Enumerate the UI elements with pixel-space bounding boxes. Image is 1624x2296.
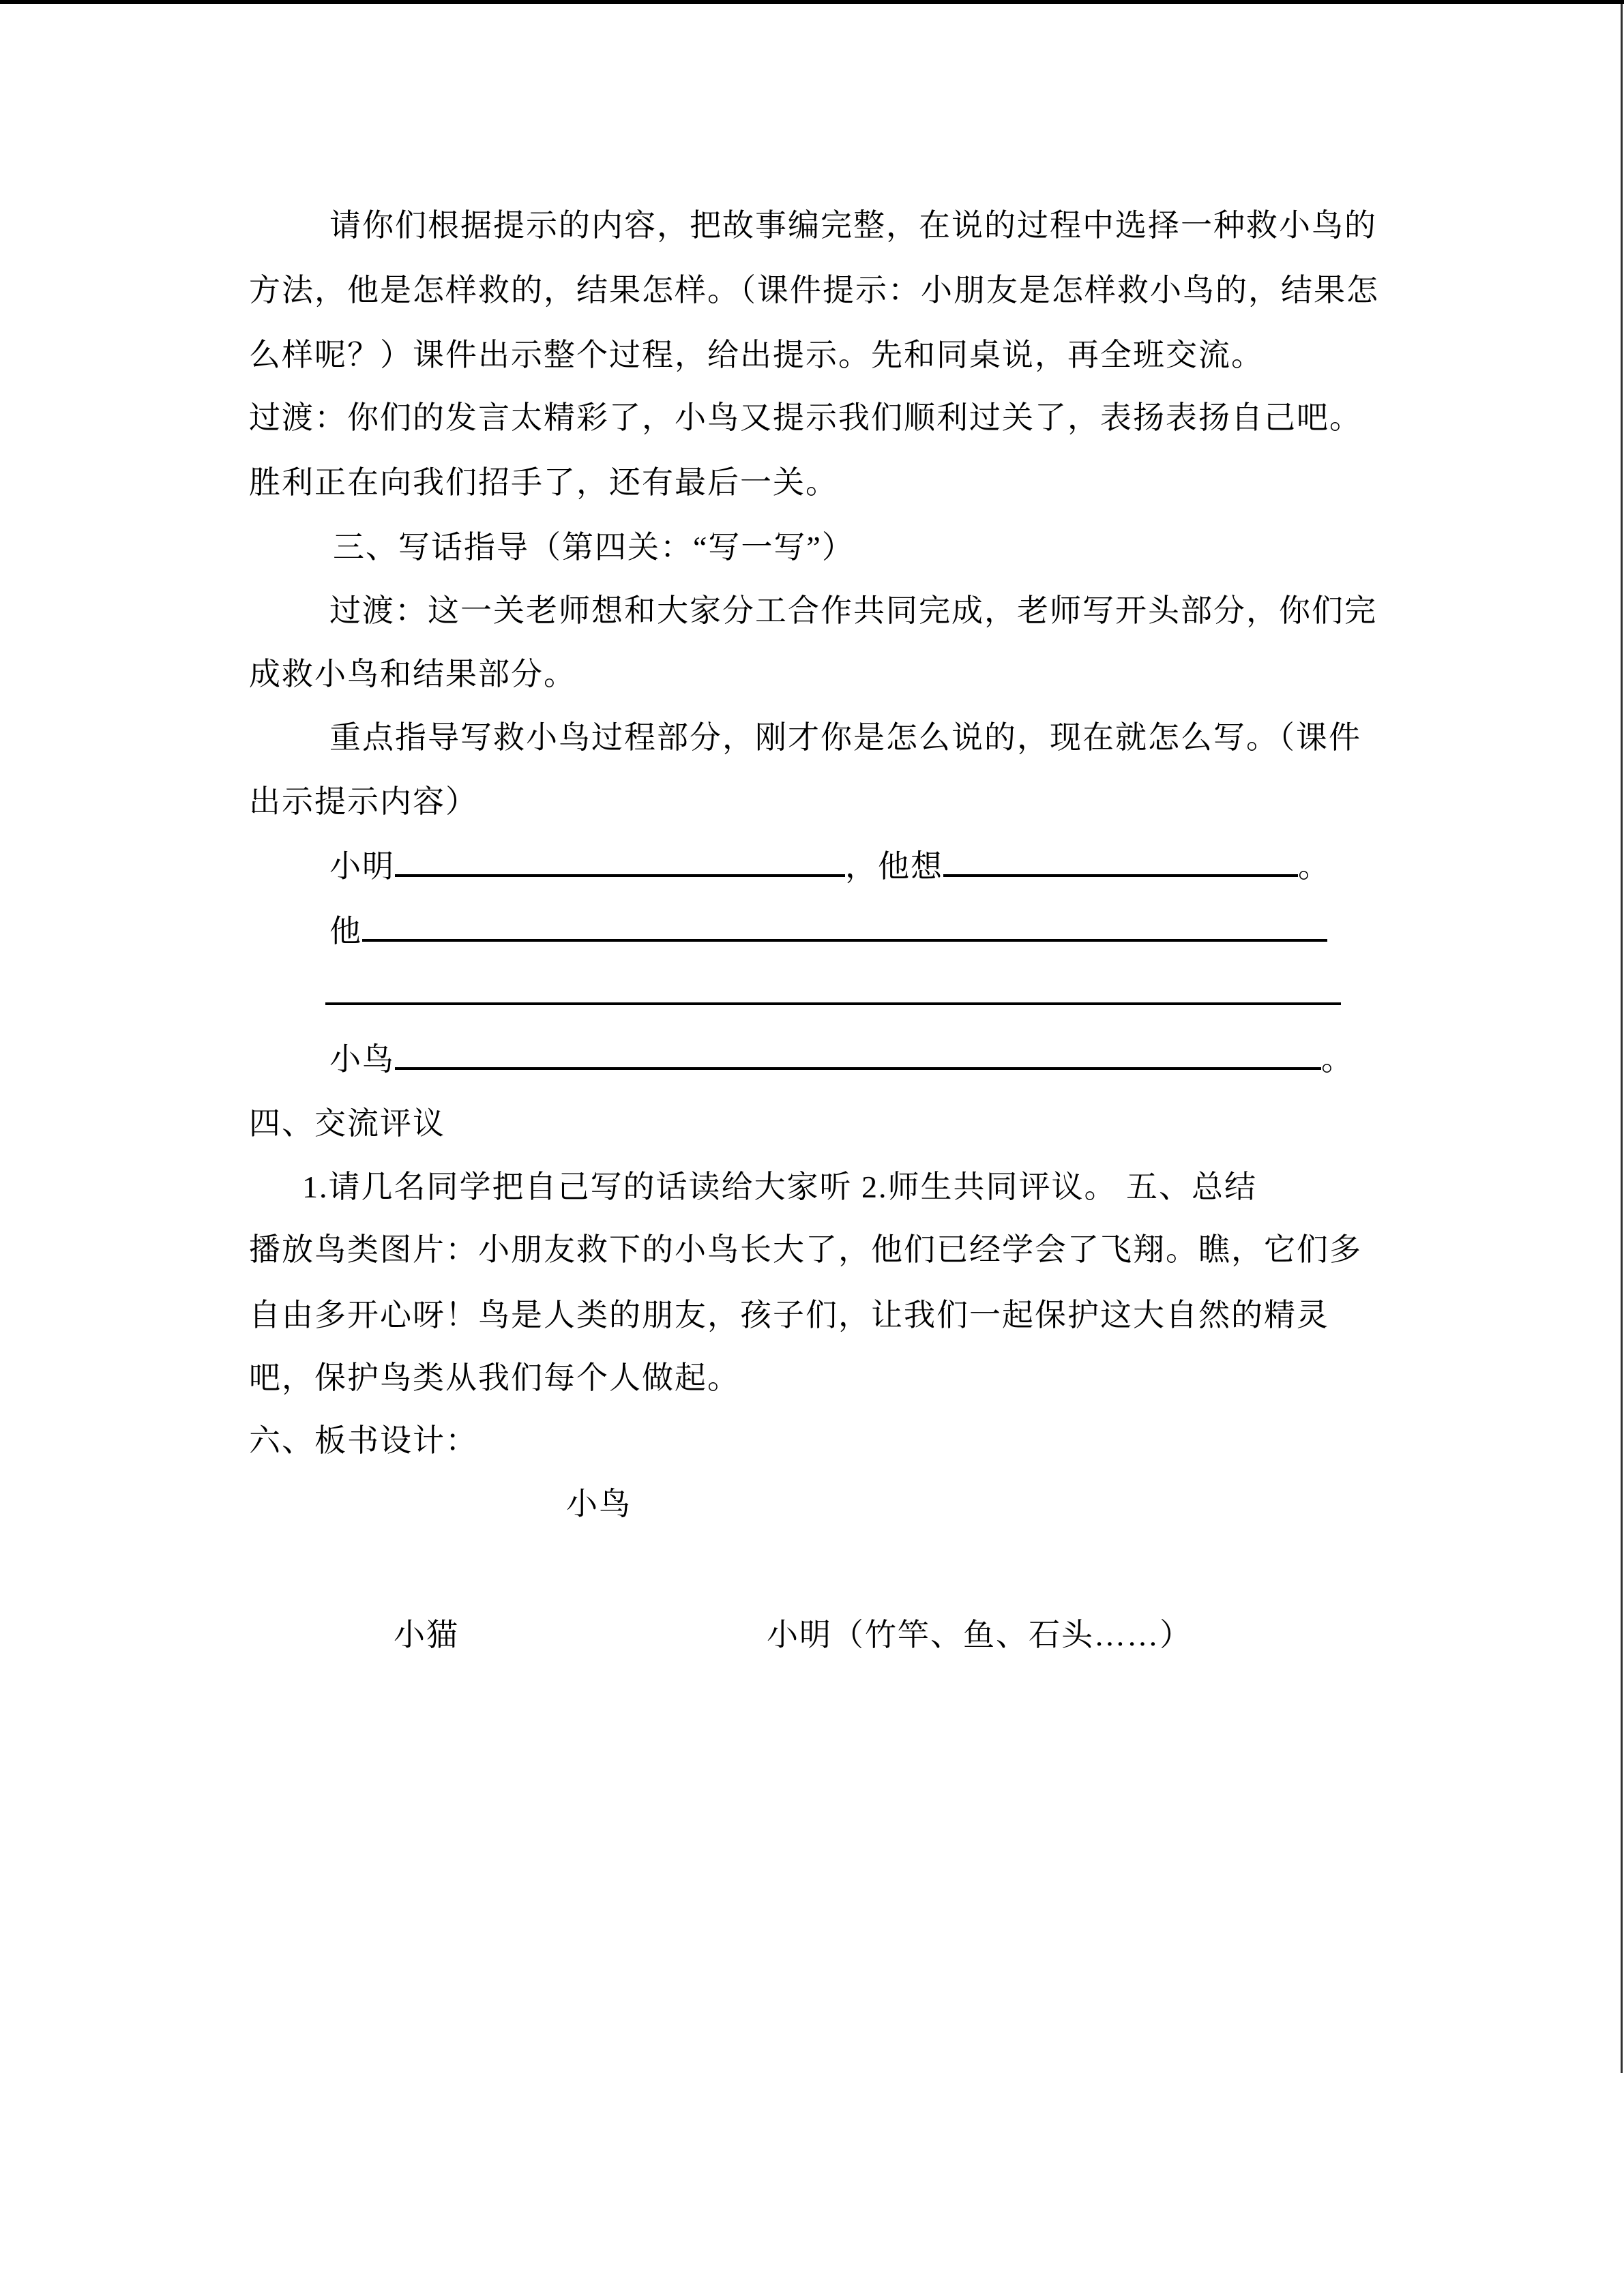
para-speak-guidance-line-2 [249, 258, 1379, 323]
board-design-cat [394, 1602, 459, 1667]
text-segment: 请你们根据提示的内容，把故事编完整，在说的过程中选择一种救小鸟的 [329, 208, 1377, 243]
text-segment: 自由多开心呀！鸟是人类的朋友，孩子们，让我们一起保护这大自然的精灵 [249, 1298, 1329, 1332]
blank-field [325, 964, 1341, 1005]
para-transition-1-line-2 [249, 450, 838, 515]
text-segment: 他 [329, 914, 362, 949]
text-segment: 1.请几名同学把自己写的话读给大家听 2.师生共同评议。 五、总结 [302, 1169, 1257, 1204]
para-transition-2-line-1 [329, 578, 1377, 643]
page-top-border [0, 0, 1624, 4]
page-right-border [1621, 4, 1623, 2073]
text-segment: 方法，他是怎样救的，结果怎样。（课件提示：小朋友是怎样救小鸟的，结果怎 [249, 273, 1379, 308]
para-key-guidance-line-1 [329, 705, 1361, 770]
text-segment: 吧，保护鸟类从我们每个人做起。 [249, 1360, 740, 1395]
fill-in-line-continuation [325, 962, 1341, 1027]
fill-in-line-ta [329, 899, 1327, 964]
para-speak-guidance-line-1 [329, 193, 1377, 258]
text-segment: 过渡：这一关老师想和大家分工合作共同完成，老师写开头部分，你们完 [329, 593, 1377, 628]
text-segment: ，他想 [845, 849, 943, 884]
para-summary-line-3 [249, 1345, 740, 1410]
text-segment: 。 [1321, 1042, 1354, 1077]
text-segment: 小明 [329, 849, 395, 884]
text-segment: 过渡：你们的发言太精彩了，小鸟又提示我们顺利过关了，表扬表扬自己吧。 [249, 400, 1362, 435]
fill-in-line-xiaoniao [329, 1027, 1354, 1092]
text-segment: 小鸟 [329, 1042, 395, 1077]
text-segment: 小鸟 [566, 1487, 632, 1521]
heading-section-4 [249, 1091, 445, 1156]
para-speak-guidance-line-3 [249, 323, 1264, 387]
text-segment: 成救小鸟和结果部分。 [249, 657, 576, 691]
text-segment: 三、写话指导（第四关：“写一写”） [333, 530, 855, 565]
para-summary-line-1 [249, 1217, 1362, 1282]
text-segment: 胜利正在向我们招手了，还有最后一关。 [249, 465, 838, 500]
text-segment: 。 [1298, 849, 1331, 884]
fill-in-line-xiaoming [329, 834, 1331, 899]
blank-field [943, 836, 1298, 877]
board-design-xiaoming [767, 1602, 1192, 1667]
blank-field [362, 901, 1327, 942]
heading-section-3 [333, 515, 855, 580]
text-segment: 小明（竹竿、鱼、石头……） [767, 1617, 1192, 1652]
para-key-guidance-line-2 [249, 769, 478, 834]
blank-field [395, 1029, 1321, 1070]
text-segment: 么样呢？）课件出示整个过程，给出提示。先和同桌说，再全班交流。 [249, 338, 1264, 372]
board-design-bird [566, 1472, 632, 1536]
blank-field [395, 836, 845, 877]
text-segment: 小猫 [394, 1617, 459, 1652]
text-segment: 六、板书设计： [249, 1423, 478, 1458]
text-segment: 播放鸟类图片：小朋友救下的小鸟长大了，他们已经学会了飞翔。瞧，它们多 [249, 1232, 1362, 1267]
para-transition-2-line-2 [249, 642, 576, 706]
text-segment: 四、交流评议 [249, 1106, 445, 1141]
para-summary-line-2 [249, 1283, 1329, 1347]
heading-section-6 [249, 1408, 478, 1473]
para-section-4-items [302, 1154, 1257, 1219]
text-segment: 重点指导写救小鸟过程部分，刚才你是怎么说的，现在就怎么写。（课件 [329, 720, 1361, 755]
para-transition-1-line-1 [249, 385, 1362, 450]
text-segment: 出示提示内容） [249, 784, 478, 819]
